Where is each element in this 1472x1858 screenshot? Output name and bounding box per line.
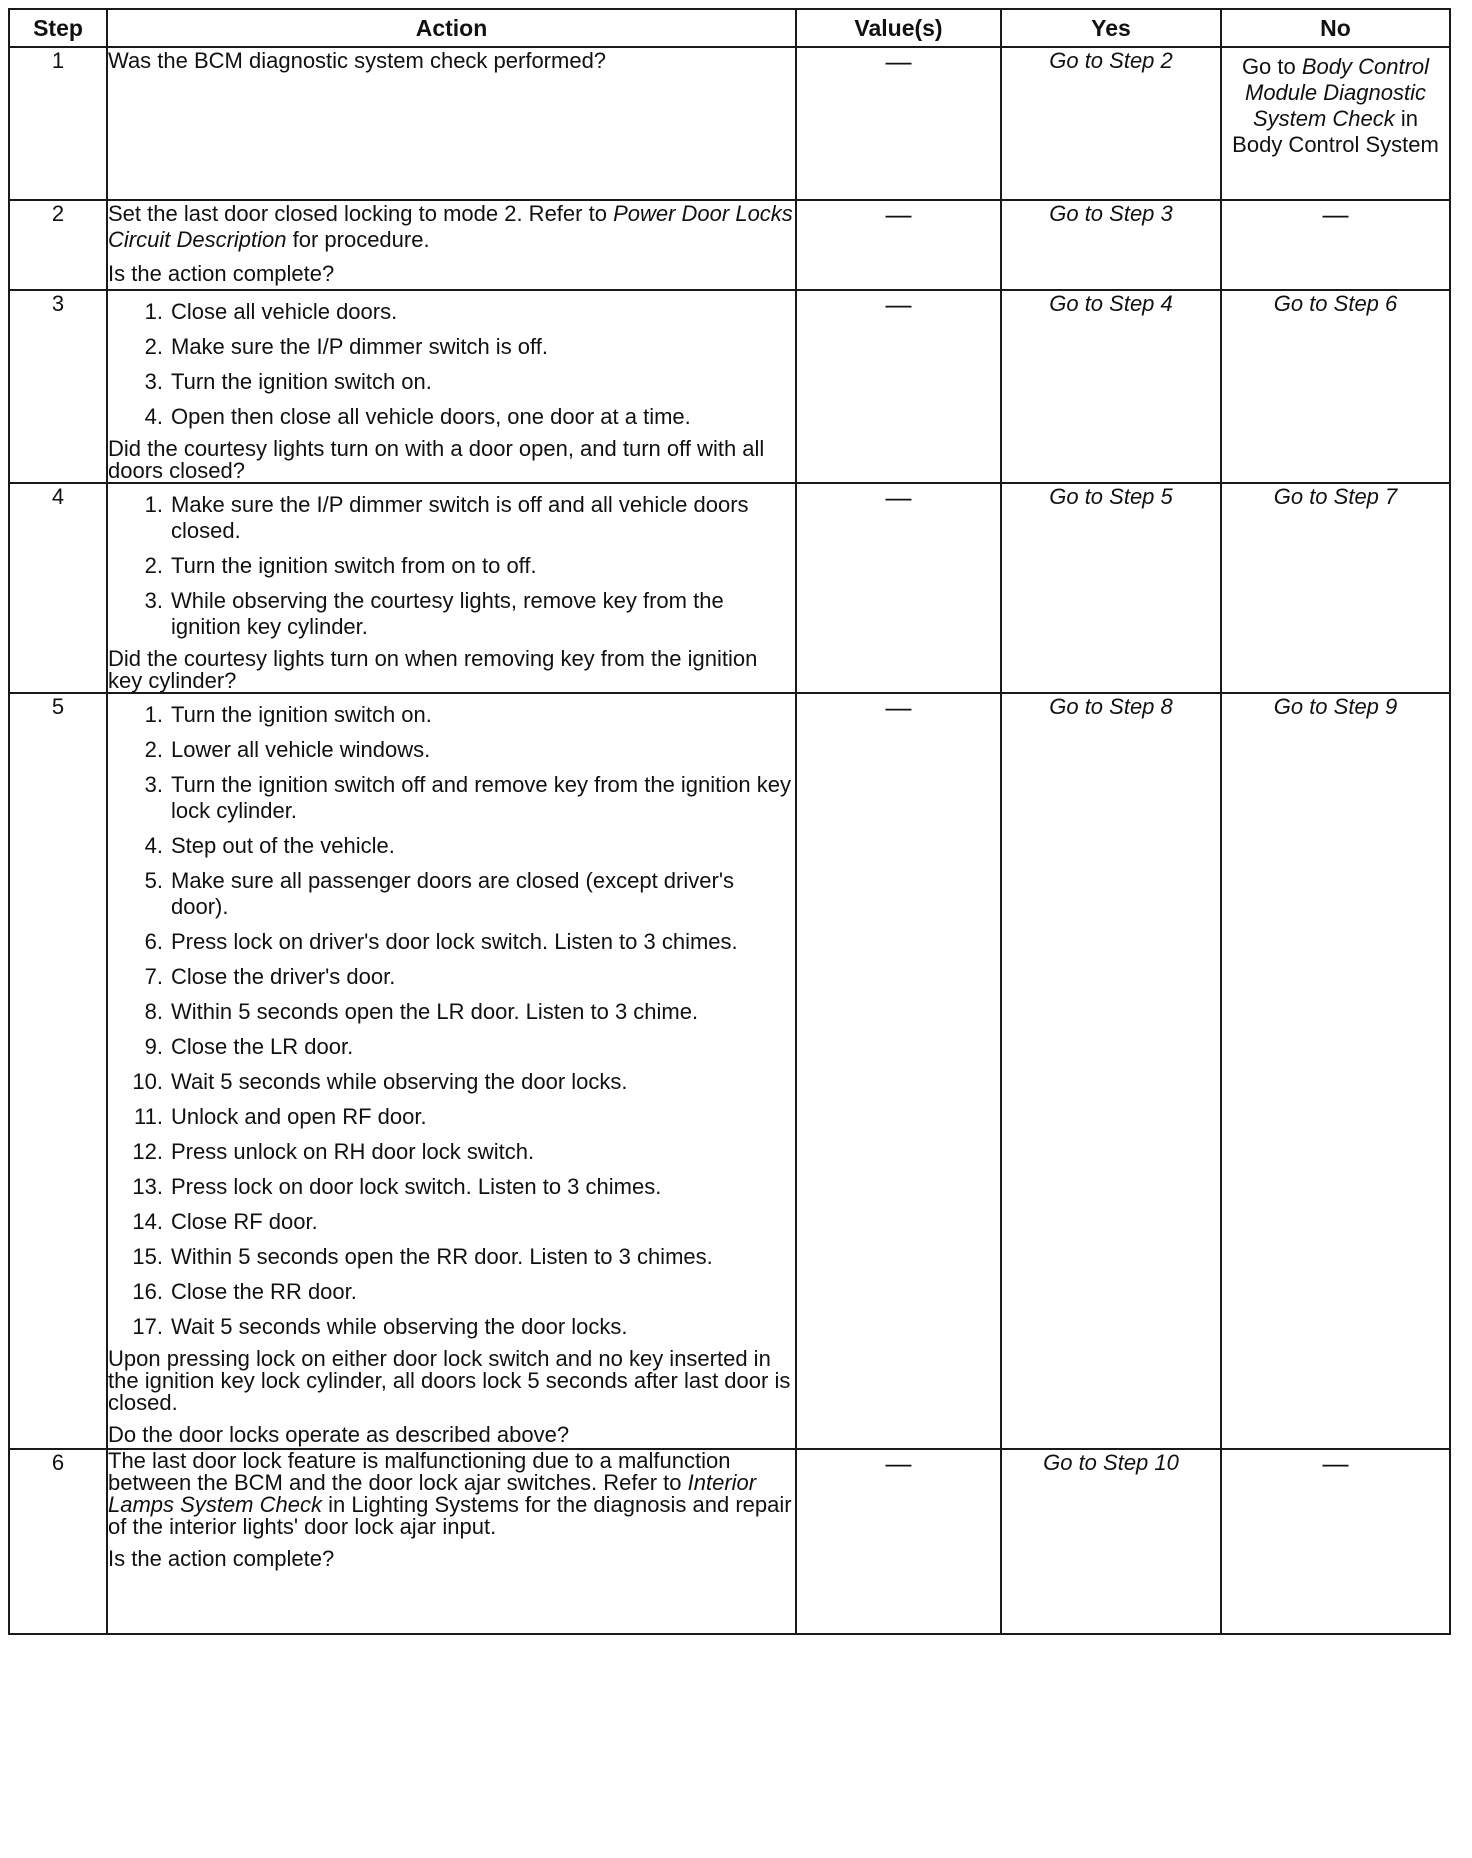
action-text xyxy=(108,201,795,253)
value-cell: — xyxy=(796,290,1001,483)
list-item: 2. Make sure the I/P dimmer switch is off. xyxy=(144,334,548,359)
header-row xyxy=(9,9,1450,47)
value-cell: — xyxy=(796,200,1001,290)
step-number: 4 xyxy=(9,483,107,693)
list-item: 3. While observing the courtesy lights, remove key from the ignition key cylinder. xyxy=(144,588,724,639)
value-cell: — xyxy=(796,47,1001,200)
action-text-link: Power Door Locks Circuit Description xyxy=(108,201,793,252)
step-number: 5 xyxy=(9,693,107,1449)
list-item: 3. Turn the ignition switch off and remove key from the ignition key lock cylinder. xyxy=(144,772,791,823)
yes-cell: Go to Step 10 xyxy=(1001,1449,1221,1634)
step-number: 2 xyxy=(9,200,107,290)
no-cell xyxy=(1221,47,1450,200)
action-cell xyxy=(107,47,796,200)
table-row-step-2 xyxy=(9,200,1450,290)
header-no: No xyxy=(1221,9,1450,47)
action-cell xyxy=(107,200,796,290)
action-question: Is the action complete? xyxy=(108,261,335,286)
no-prefix: Go to xyxy=(1241,54,1302,79)
yes-cell: Go to Step 4 xyxy=(1001,290,1221,483)
list-item: 15. Within 5 seconds open the RR door. Listen to 3 chimes. xyxy=(132,1244,713,1269)
table-row-step-5 xyxy=(9,693,1450,1449)
action-question: Did the courtesy lights turn on when removing key from the ignition key cylinder? xyxy=(108,646,758,693)
list-item: 16. Close the RR door. xyxy=(132,1279,357,1304)
no-link: Body Control Module Diagnostic System Check xyxy=(1245,54,1430,131)
no-suffix: Body Control System xyxy=(1232,132,1439,157)
list-item: 2. Lower all vehicle windows. xyxy=(144,737,431,762)
list-item: 7. Close the driver's door. xyxy=(144,964,396,989)
action-steps-list xyxy=(108,492,795,640)
action-text-post: for procedure. xyxy=(286,227,430,252)
yes-cell: Go to Step 5 xyxy=(1001,483,1221,693)
yes-cell: Go to Step 2 xyxy=(1001,47,1221,200)
action-question: Is the action complete? xyxy=(108,1546,335,1571)
list-item: 4. Step out of the vehicle. xyxy=(144,833,395,858)
list-item: 4. Open then close all vehicle doors, one door at a time. xyxy=(144,404,691,429)
action-question: Do the door locks operate as described above? xyxy=(108,1422,570,1447)
list-item: 9. Close the LR door. xyxy=(144,1034,354,1059)
action-steps-list xyxy=(108,299,795,430)
list-item: 1. Turn the ignition switch on. xyxy=(144,702,432,727)
action-question: Was the BCM diagnostic system check performed? xyxy=(108,48,607,73)
list-item: 6. Press lock on driver's door lock switch. Listen to 3 chimes. xyxy=(144,929,738,954)
table-row-step-1 xyxy=(9,47,1450,200)
table-row-step-3 xyxy=(9,290,1450,483)
list-item: 11. Unlock and open RF door. xyxy=(134,1104,427,1129)
step-number: 1 xyxy=(9,47,107,200)
action-note: Upon pressing lock on either door lock switch and no key inserted in the ignition key lock cylinder, all doors lock 5 seconds after last door is closed. xyxy=(108,1346,791,1415)
list-item: 1. Make sure the I/P dimmer switch is off and all vehicle doors closed. xyxy=(144,492,749,543)
step-number: 3 xyxy=(9,290,107,483)
table-row-step-6 xyxy=(9,1449,1450,1634)
diagnostic-table xyxy=(8,8,1451,1635)
action-text-link: Interior Lamps System Check xyxy=(108,1470,757,1517)
action-cell xyxy=(107,693,796,1449)
value-cell: — xyxy=(796,1449,1001,1634)
header-action: Action xyxy=(107,9,796,47)
action-cell xyxy=(107,290,796,483)
list-item: 13. Press lock on door lock switch. Listen to 3 chimes. xyxy=(132,1174,662,1199)
list-item: 3. Turn the ignition switch on. xyxy=(144,369,432,394)
value-cell: — xyxy=(796,483,1001,693)
action-question: Did the courtesy lights turn on with a door open, and turn off with all doors closed? xyxy=(108,436,765,483)
header-step: Step xyxy=(9,9,107,47)
list-item: 12. Press unlock on RH door lock switch. xyxy=(132,1139,535,1164)
step-number: 6 xyxy=(9,1449,107,1634)
action-steps-list xyxy=(108,702,795,1340)
header-values: Value(s) xyxy=(796,9,1001,47)
action-text-pre: The last door lock feature is malfunctioning due to a malfunction between the BCM and the door lock ajar switches. Refer to xyxy=(108,1448,731,1495)
table-row-step-4 xyxy=(9,483,1450,693)
action-cell xyxy=(107,483,796,693)
list-item: 1. Close all vehicle doors. xyxy=(144,299,398,324)
no-cell: — xyxy=(1221,1449,1450,1634)
action-cell xyxy=(107,1449,796,1634)
yes-cell: Go to Step 8 xyxy=(1001,693,1221,1449)
list-item: 17. Wait 5 seconds while observing the door locks. xyxy=(132,1314,628,1339)
list-item: 8. Within 5 seconds open the LR door. Listen to 3 chime. xyxy=(144,999,699,1024)
list-item: 14. Close RF door. xyxy=(132,1209,318,1234)
no-cell: Go to Step 9 xyxy=(1221,693,1450,1449)
action-text xyxy=(108,1450,795,1538)
yes-cell: Go to Step 3 xyxy=(1001,200,1221,290)
no-cell: — xyxy=(1221,200,1450,290)
value-cell: — xyxy=(796,693,1001,1449)
header-yes: Yes xyxy=(1001,9,1221,47)
no-cell: Go to Step 6 xyxy=(1221,290,1450,483)
list-item: 5. Make sure all passenger doors are closed (except driver's door). xyxy=(144,868,735,919)
list-item: 2. Turn the ignition switch from on to off. xyxy=(144,553,537,578)
no-cell: Go to Step 7 xyxy=(1221,483,1450,693)
action-text-pre: Set the last door closed locking to mode 2. Refer to xyxy=(108,201,614,226)
no-mid: in xyxy=(1394,106,1419,131)
action-text-post: in Lighting Systems for the diagnosis and repair of the interior lights' door lock ajar input. xyxy=(108,1492,792,1539)
list-item: 10. Wait 5 seconds while observing the door locks. xyxy=(132,1069,628,1094)
